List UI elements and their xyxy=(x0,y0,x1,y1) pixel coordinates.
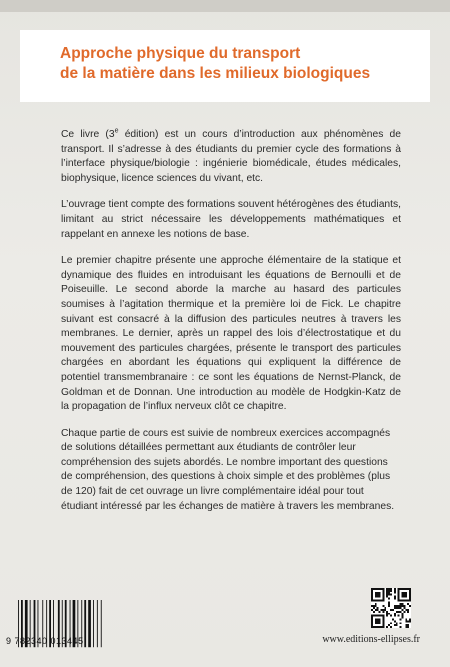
isbn-number: 9 782340 013445 xyxy=(6,636,84,646)
title-line-1: Approche physique du transport xyxy=(60,45,301,62)
blurb xyxy=(61,128,401,526)
paragraph-3: Le premier chapitre présente une approche élémentaire de la statique et dynamique des fluides en introduisant les équations de Bernoulli et de Poiseuille. Le second aborde la marche au hasard des particules soumises à l’agitation thermique et la première loi de Fick. Le chapitre suivant est consacré à la diffusion des particules neutres à travers les membranes. Le dernier, après un rappel des lois d’électrostatique et du mouvement des particules chargées, présente le transport des particules chargées en abordant les équations qui expliquent la différence de potentiel transmembranaire : ce sont les équations de Nernst-Planck, de Goldman et de Donnan. Une introduction au modèle de Hodgkin-Katz de la propagation de l’influx nerveux clôt ce chapitre. xyxy=(61,255,401,413)
paragraph-2: L’ouvrage tient compte des formations souvent hétérogènes des étudiants, limitant au strict nécessaire les développements mathématiques et rappelant en annexe les notions de base. xyxy=(61,199,402,240)
top-rule xyxy=(0,0,450,12)
paragraph-1 xyxy=(61,128,401,186)
publisher-website[interactable]: www.editions-ellipses.fr xyxy=(322,634,420,645)
paragraph-1-rest: édition) est un cours d’introduction aux phénomènes de transport. Il s’adresse à des étudiants du premier cycle des formations à l’interface physique/biologie : ingénierie biomédicale, études médicales, biophysique, licence sciences du vivant, etc. xyxy=(61,129,402,184)
edition-superscript: e xyxy=(114,127,119,135)
paragraph-1-start: Ce livre (3 xyxy=(61,129,115,140)
title-line-2: de la matière dans les milieux biologiques xyxy=(60,65,371,82)
paragraph-4: Chaque partie de cours est suivie de nombreux exercices accompagnés de solutions détaillées permettant aux étudiants de contrôler leur compréhension des sujets abordés. Le nombre important des questions de compréhension, des questions à choix simple et des problèmes (plus de 120) fait de cet ouvrage un livre complémentaire idéal pour tout étudiant intéressé par les échanges de matière à travers les membranes. xyxy=(61,427,395,512)
book-title xyxy=(60,44,420,84)
qr-code-icon[interactable] xyxy=(371,588,411,628)
